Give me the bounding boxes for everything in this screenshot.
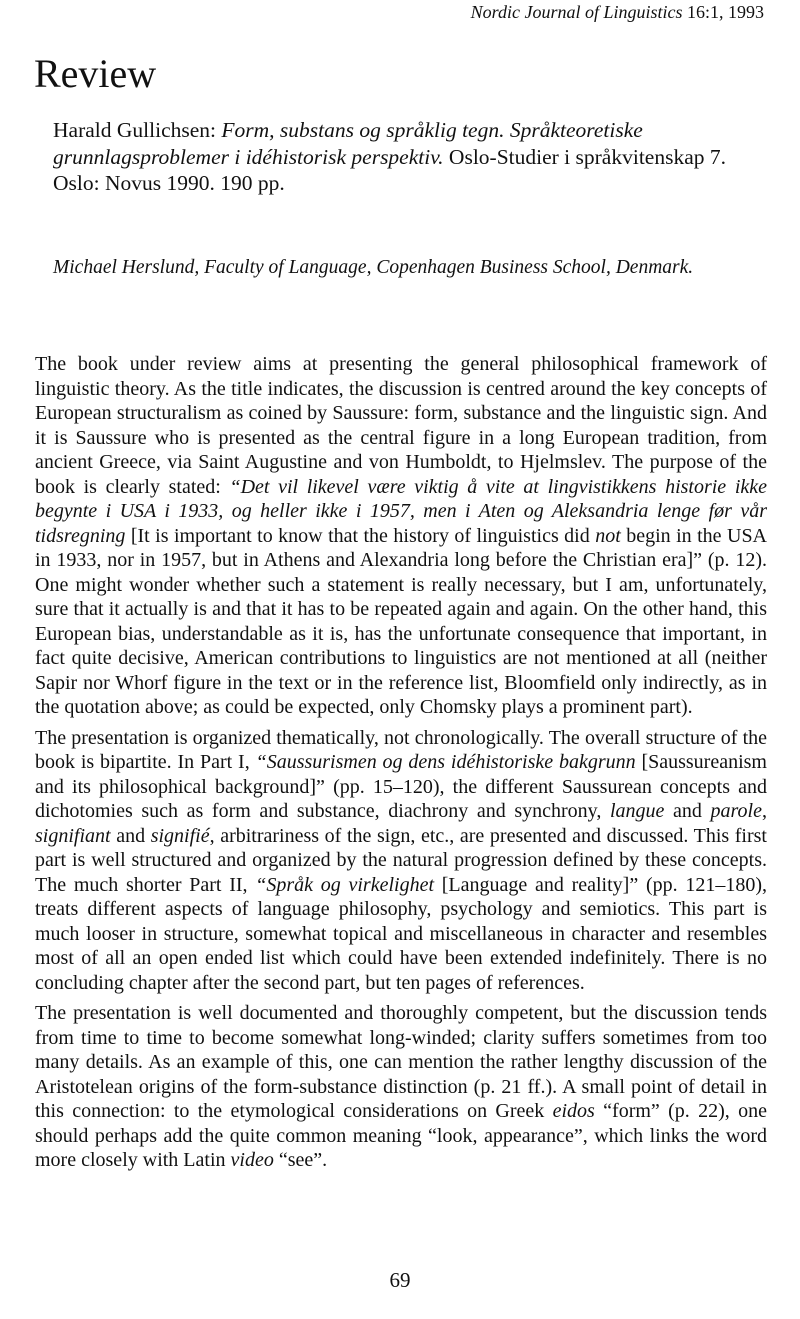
page-number: 69 <box>389 1268 411 1292</box>
text-run: [Saussureanism and its philosophical background]” (pp. 15–120), the different Saussurean concepts and dichotomies such as form and substance, diachrony and synchrony, <box>35 751 767 822</box>
reviewer-affiliation: Michael Herslund, Faculty of Language, Copenhagen Business School, Denmark. <box>53 257 694 278</box>
italic-text: signifiant <box>35 824 111 847</box>
body-paragraph <box>35 1001 767 1173</box>
italic-text: signifié <box>150 824 210 847</box>
text-run: The presentation is organized thematically, not chronologically. The overall structure of the book is bipartite. In Part I, <box>35 726 767 773</box>
running-head <box>471 2 764 23</box>
italic-text: parole <box>710 800 762 822</box>
text-run: and <box>664 800 711 822</box>
text-run: The presentation is well documented and thoroughly competent, but the discussion tends from time to time to become somewhat long-winded; clarity suffers sometimes from too many details. As an example of this, one can mention the rather lengthy discussion of the Aristotelean origins of the form-substance distinction (p. 21 ff.). A small point of detail in this connection: to the etymological considerations on Greek <box>35 1002 767 1122</box>
review-body <box>35 352 767 1179</box>
body-paragraph <box>35 726 767 996</box>
text-run: “see”. <box>273 1149 328 1171</box>
italic-text: “Det vil likevel være viktig å vite at lingvistikkens historie ikke begynte i USA i 1933, og heller ikke i 1957, men i Aten og Aleksandria lenge før vår tidsregning <box>35 475 768 547</box>
italic-text: not <box>595 524 621 547</box>
text-run: “form” (p. 22), one should perhaps add the quite common meaning “look, appearance”, which links the word more closely with Latin <box>35 1100 767 1171</box>
text-run: begin in the USA in 1933, nor in 1957, but in Athens and Alexandria long before the Christian era]” (p. 12). One might wonder whether such a statement is really necessary, but I am, unfortunately, sure that it actually is and that it has to be repeated again and again. On the other hand, this European bias, understandable as it is, has the unfortunate consequence that important, in fact quite decisive, American contributions to linguistics are not mentioned at all (neither Sapir nor Whorf figure in the text or in the reference list, Bloomfield only indirectly, as in the quotation above; as could be expected, only Chomsky plays a prominent part). <box>35 524 768 718</box>
citation-author: Harald Gullichsen: <box>53 118 216 142</box>
italic-text: video <box>230 1149 274 1171</box>
text-run: , <box>762 800 767 822</box>
italic-text: “Saussurismen og dens idéhistoriske bakgrunn <box>255 751 636 773</box>
book-citation <box>53 117 768 197</box>
citation-details: Oslo-Studier i språkvitenskap 7. Oslo: Novus 1990. 190 pp. <box>53 144 726 195</box>
body-paragraph <box>35 352 767 720</box>
italic-text: “Språk og virkelighet <box>255 873 435 896</box>
text-run: The book under review aims at presenting the general philosophical framework of linguistic theory. As the title indicates, the discussion is centred around the key concepts of European structuralism as coined by Saussure: form, substance and the linguistic sign. And it is Saussure who is presented as the central figure in a long European tradition, from ancient Greece, via Saint Augustine and von Humboldt, to Hjelmslev. The purpose of the book is clearly stated: <box>35 353 767 498</box>
text-run: and <box>110 824 151 847</box>
text-run: , arbitrariness of the sign, etc., are presented and discussed. This first part is well structured and organized by the natural progression defined by these concepts. The much shorter Part II, <box>35 824 767 896</box>
italic-text: langue <box>609 800 665 822</box>
text-run: [It is important to know that the history of linguistics did <box>125 524 596 547</box>
citation-book-title: Form, substans og språklig tegn. Språkteoretiske grunnlagsproblemer i idéhistorisk perspektiv. <box>53 118 643 169</box>
journal-issue: 16:1, 1993 <box>686 2 764 22</box>
text-run: [Language and reality]” (pp. 121–180), treats different aspects of language philosophy, psychology and semiotics. This part is much looser in structure, somewhat topical and miscellaneous in character and resembles most of all an open ended list which could have been extended indefinitely. There is no concluding chapter after the second part, but ten pages of references. <box>35 873 767 994</box>
page-title: Review <box>34 51 157 96</box>
journal-title: Nordic Journal of Linguistics <box>470 2 683 22</box>
italic-text: eidos <box>552 1100 595 1122</box>
